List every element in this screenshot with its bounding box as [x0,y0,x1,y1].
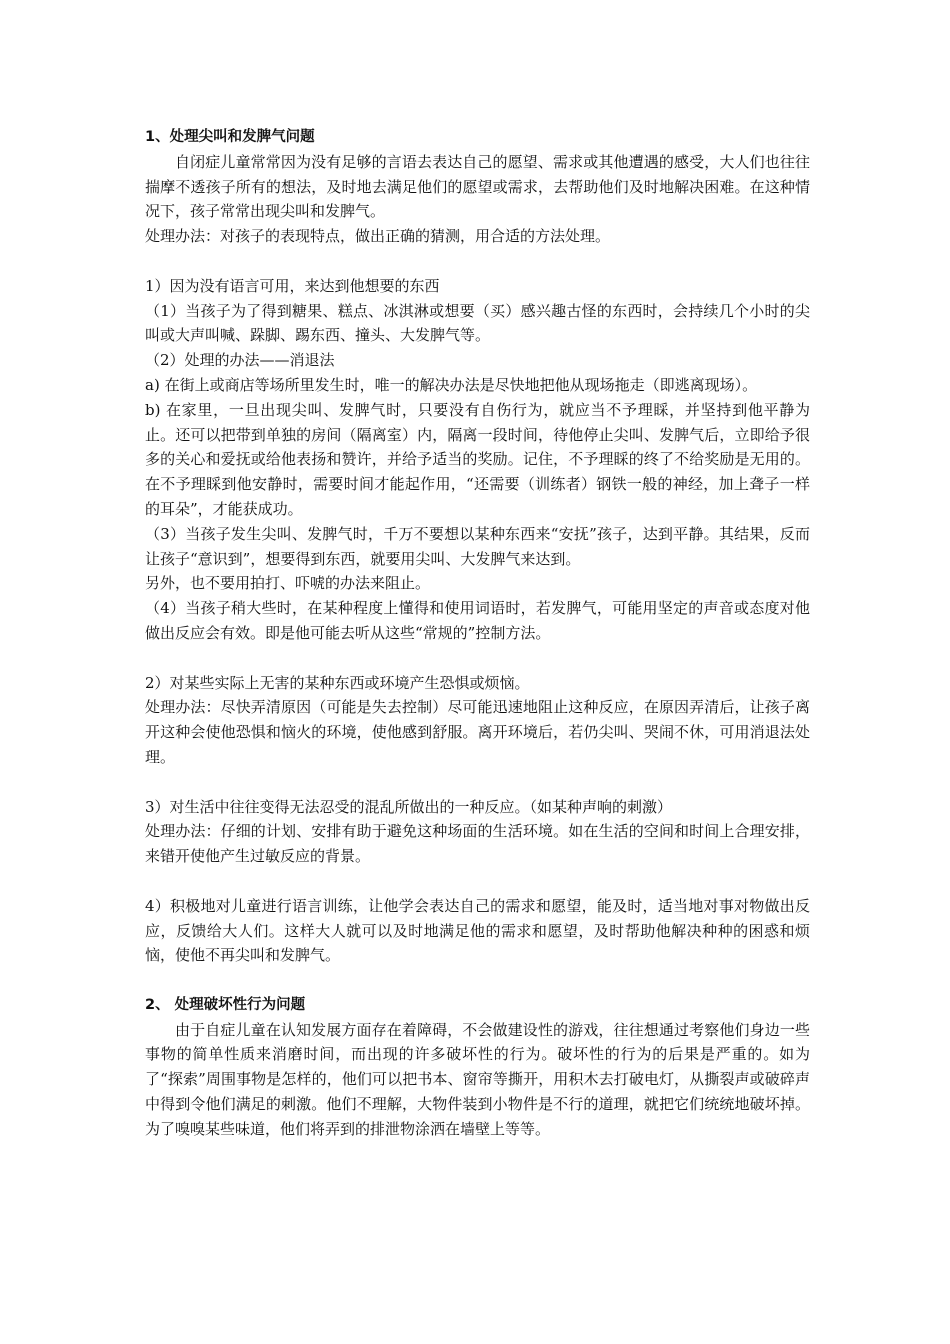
blank-line [145,968,810,993]
subsection-1-item-4: （4）当孩子稍大些时，在某种程度上懂得和使用词语时，若发脾气，可能用坚定的声音或态度对他做出反应会有效。即是他可能去听从这些“常规的”控制方法。 [145,599,810,642]
subsection-3-title: 3）对生活中往往变得无法忍受的混乱所做出的一种反应。（如某种声响的刺激） [145,797,673,816]
blank-line [145,869,810,894]
subsection-1-item-1: （1）当孩子为了得到糖果、糕点、冰淇淋或想要（买）感兴趣古怪的东西时，会持续几个小时的尖叫或大声叫喊、跺脚、踢东西、撞头、大发脾气等。 [145,301,810,345]
subsection-2-title: 2）对某些实际上无害的某种东西或环境产生恐惧或烦恼。 [145,673,530,692]
subsection-3-text: 处理办法：仔细的计划、安排有助于避免这种场面的生活环境。如在生活的空间和时间上合理安排，来错开使他产生过敏反应的背景。 [145,822,810,866]
section-1-intro: 自闭症儿童常常因为没有足够的言语去表达自己的愿望、需求或其他遭遇的感受，大人们也往往揣摩不透孩子所有的想法，及时地去满足他们的愿望或需求，去帮助他们及时地解决困难。在这种情况下，孩子常常出现尖叫和发脾气。 [145,152,810,221]
section-1-heading: 1、处理尖叫和发脾气问题 [145,129,315,145]
subsection-4-text: 4）积极地对儿童进行语言训练，让他学会表达自己的需求和愿望，能及时，适当地对事对物做出反应，反馈给大人们。这样大人就可以及时地满足他的需求和愿望，及时帮助他解决种种的困惑和烦恼，使他不再尖叫和发脾气。 [145,896,810,965]
blank-line [145,770,810,795]
subsection-1-title: 1）因为没有语言可用，来达到他想要的东西 [145,276,440,295]
subsection-1-item-3: （3）当孩子发生尖叫、发脾气时，千万不要想以某种东西来“安抚”孩子，达到平静。其结果，反而让孩子“意识到”，想要得到东西，就要用尖叫、大发脾气来达到。 [145,524,810,568]
section-2-heading: 2、 处理破坏性行为问题 [145,996,306,1013]
blank-line [145,646,810,671]
subsection-1-item-2: （2）处理的办法——消退法 [145,351,335,370]
section-2-intro: 由于自症儿童在认知发展方面存在着障碍，不会做建设性的游戏，往往想通过考察他们身边一些事物的简单性质来消磨时间，而出现的许多破坏性的行为。破坏性的行为的后果是严重的。如为了“探索”周围事物是怎样的，他们可以把书本、窗帘等撕开，用积木去打破电灯，从撕裂声或破碎声中得到令他们满足的刺激。他们不理解，大物件装到小物件是不行的道理，就把它们统统地破坏掉。为了嗅嗅某些味道，他们将弄到的排泄物涂洒在墙壁上等等。 [145,1020,810,1138]
subsection-1-note: 另外，也不要用拍打、吓唬的办法来阻止。 [145,574,431,593]
blank-line [145,249,810,274]
subsection-1-item-a: a) 在街上或商店等场所里发生时，唯一的解决办法是尽快地把他从现场拖走（即逃离现场）。 [145,375,758,394]
section-1-method: 处理办法：对孩子的表现特点，做出正确的猜测，用合适的方法处理。 [145,227,611,246]
subsection-2-text: 处理办法：尽快弄清原因（可能是失去控制）尽可能迅速地阻止这种反应，在原因弄清后，让孩子离开这种会使他恐惧和恼火的环境，使他感到舒服。离开环境后，若仍尖叫、哭闹不休，可用消退法处理。 [145,698,810,766]
document-body [145,125,810,1142]
subsection-1-item-b: b) 在家里，一旦出现尖叫、发脾气时，只要没有自伤行为，就应当不予理睬，并坚持到他平静为止。还可以把带到单独的房间（隔离室）内，隔离一段时间，待他停止尖叫、发脾气后，立即给予很多的关心和爱抚或给他表扬和赞许，并给予适当的奖励。记住，不予理睬的终了不给奖励是无用的。在不予理睬到他安静时，需要时间才能起作用，“还需要（训练者）钢铁一般的神经，加上聋子一样的耳朵”，才能获成功。 [145,400,810,518]
